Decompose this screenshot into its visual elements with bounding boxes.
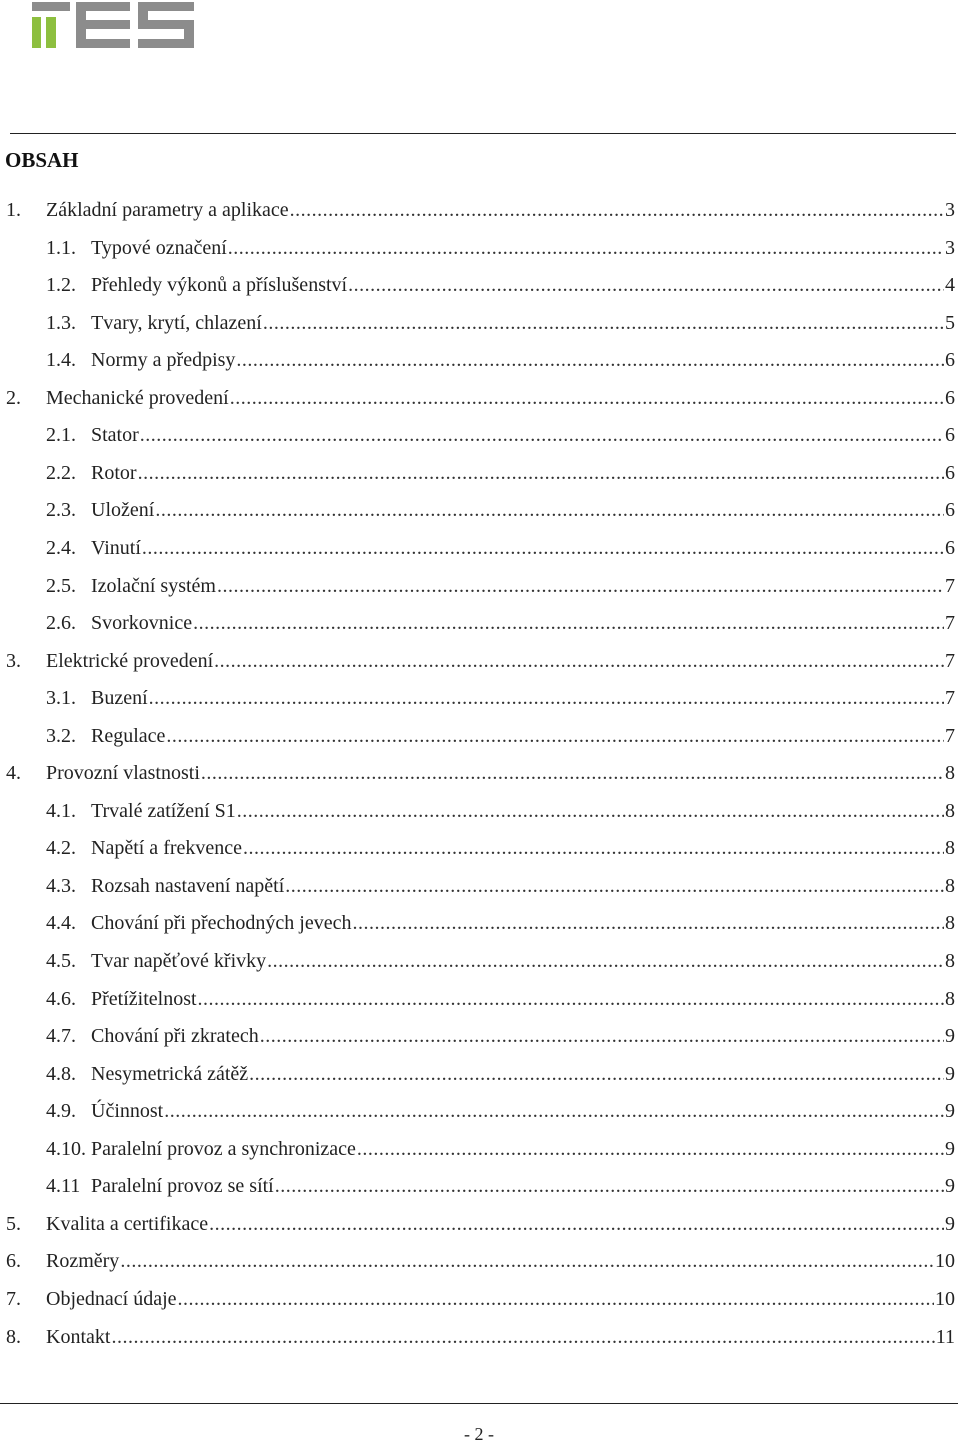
toc-entry-title: Normy a předpisy (91, 349, 236, 371)
toc-entry-page: 7 (945, 650, 955, 672)
toc-entry[interactable] (46, 1096, 955, 1126)
toc-dot-leader (285, 871, 944, 901)
toc-entry-number: 1.4. (46, 349, 76, 371)
toc-entry[interactable] (46, 1021, 955, 1051)
toc-entry[interactable] (46, 683, 955, 713)
toc-entry[interactable] (6, 758, 955, 788)
toc-dot-leader (357, 1134, 944, 1164)
toc-entry-page: 6 (945, 499, 955, 521)
toc-entry[interactable] (46, 833, 955, 863)
toc-entry-number: 7. (6, 1288, 21, 1310)
toc-entry-page: 6 (945, 387, 955, 409)
toc-dot-leader (263, 308, 944, 338)
toc-dot-leader (120, 1246, 934, 1276)
toc-entry-page: 6 (945, 537, 955, 559)
toc-entry-number: 2.1. (46, 424, 76, 446)
toc-entry-page: 10 (935, 1250, 955, 1272)
toc-entry-title: Izolační systém (91, 575, 216, 597)
toc-entry-page: 5 (945, 312, 955, 334)
toc-entry[interactable] (46, 420, 955, 450)
toc-entry[interactable] (6, 195, 955, 225)
toc-title: OBSAH (5, 148, 79, 172)
toc-dot-leader (111, 1322, 934, 1352)
toc-dot-leader (217, 571, 944, 601)
toc-dot-leader (198, 984, 944, 1014)
toc-entry[interactable] (46, 946, 955, 976)
toc-entry[interactable] (6, 646, 955, 676)
toc-entry-number: 1.1. (46, 237, 76, 259)
toc-entry-title: Rozsah nastavení napětí (91, 875, 285, 897)
toc-dot-leader (243, 833, 944, 863)
toc-entry-number: 4.5. (46, 950, 76, 972)
toc-entry[interactable] (46, 1134, 955, 1164)
toc-dot-leader (155, 495, 944, 525)
toc-entry-page: 9 (945, 1138, 955, 1160)
toc-entry-number: 4.8. (46, 1063, 76, 1085)
toc-dot-leader (290, 195, 944, 225)
toc-entry-number: 4.6. (46, 988, 76, 1010)
toc-dot-leader (201, 758, 944, 788)
toc-entry-page: 8 (945, 875, 955, 897)
toc-dot-leader (140, 420, 944, 450)
toc-entry-title: Účinnost (91, 1100, 164, 1122)
toc-entry[interactable] (46, 270, 955, 300)
toc-entry[interactable] (46, 308, 955, 338)
toc-entry-title: Kvalita a certifikace (46, 1213, 209, 1235)
toc-entry-page: 8 (945, 988, 955, 1010)
toc-dot-leader (249, 1059, 944, 1089)
toc-entry-page: 3 (945, 237, 955, 259)
toc-entry-title: Nesymetrická zátěž (91, 1063, 249, 1085)
toc-dot-leader (166, 721, 944, 751)
toc-entry[interactable] (46, 345, 955, 375)
toc-entry[interactable] (6, 383, 955, 413)
toc-entry[interactable] (46, 233, 955, 263)
toc-entry-page: 8 (945, 912, 955, 934)
toc-dot-leader (214, 646, 944, 676)
toc-dot-leader (209, 1209, 944, 1239)
toc-entry-page: 3 (945, 199, 955, 221)
toc-entry-title: Kontakt (46, 1326, 111, 1348)
toc-entry-page: 9 (945, 1063, 955, 1085)
toc-entry-title: Regulace (91, 725, 166, 747)
toc-entry-page: 8 (945, 950, 955, 972)
toc-entry[interactable] (6, 1209, 955, 1239)
toc-entry-page: 6 (945, 349, 955, 371)
toc-dot-leader (236, 345, 944, 375)
toc-entry-title: Trvalé zatížení S1 (91, 800, 236, 822)
toc-entry[interactable] (46, 871, 955, 901)
toc-dot-leader (275, 1171, 944, 1201)
toc-entry-page: 7 (945, 687, 955, 709)
toc-entry-number: 3.1. (46, 687, 76, 709)
toc-dot-leader (230, 383, 944, 413)
toc-dot-leader (193, 608, 944, 638)
toc-dot-leader (352, 908, 944, 938)
toc-entry[interactable] (46, 721, 955, 751)
toc-dot-leader (228, 233, 944, 263)
toc-entry[interactable] (46, 1059, 955, 1089)
toc-dot-leader (178, 1284, 935, 1314)
toc-entry-title: Přetížitelnost (91, 988, 197, 1010)
toc-entry-title: Provozní vlastnosti (46, 762, 200, 784)
toc-entry-page: 6 (945, 462, 955, 484)
toc-entry-title: Tvar napěťové křivky (91, 950, 267, 972)
toc-dot-leader (138, 458, 944, 488)
toc-entry-title: Buzení (91, 687, 148, 709)
toc-entry-number: 1. (6, 199, 21, 221)
toc-entry-number: 2.2. (46, 462, 76, 484)
toc-entry-title: Uložení (91, 499, 155, 521)
toc-entry-number: 4.2. (46, 837, 76, 859)
toc-entry-page: 9 (945, 1175, 955, 1197)
toc-entry-title: Napětí a frekvence (91, 837, 243, 859)
toc-entry-title: Vinutí (91, 537, 141, 559)
toc-entry-number: 4.7. (46, 1025, 76, 1047)
toc-entry-title: Mechanické provedení (46, 387, 229, 409)
toc-entry-page: 11 (935, 1326, 955, 1348)
toc-entry-number: 4.9. (46, 1100, 76, 1122)
toc-entry-number: 6. (6, 1250, 21, 1272)
toc-entry[interactable] (46, 908, 955, 938)
toc-entry-number: 2.4. (46, 537, 76, 559)
toc-entry-title: Rotor (91, 462, 137, 484)
toc-entry-page: 4 (945, 274, 955, 296)
toc-entry-page: 9 (945, 1025, 955, 1047)
toc-dot-leader (149, 683, 944, 713)
toc-entry-title: Chování při zkratech (91, 1025, 259, 1047)
toc-entry-title: Svorkovnice (91, 612, 193, 634)
toc-dot-leader (237, 796, 944, 826)
toc-entry-number: 4.3. (46, 875, 76, 897)
toc-entry-page: 8 (945, 837, 955, 859)
toc-entry[interactable] (46, 571, 955, 601)
toc-entry-number: 3.2. (46, 725, 76, 747)
toc-entry-title: Chování při přechodných jevech (91, 912, 352, 934)
toc-entry[interactable] (46, 495, 955, 525)
header-divider (10, 133, 956, 134)
toc-entry[interactable] (6, 1322, 955, 1352)
toc-entry-number: 4.11 (46, 1175, 81, 1197)
toc-entry-title: Paralelní provoz a synchronizace (91, 1138, 356, 1160)
toc-entry-page: 8 (945, 762, 955, 784)
toc-entry[interactable] (46, 796, 955, 826)
page-number: - 2 - (464, 1424, 494, 1444)
toc-entry-number: 2.5. (46, 575, 76, 597)
toc-entry-number: 1.3. (46, 312, 76, 334)
toc-entry[interactable] (6, 1246, 955, 1276)
toc-entry-page: 7 (945, 612, 955, 634)
toc-dot-leader (164, 1096, 944, 1126)
toc-entry[interactable] (46, 533, 955, 563)
toc-entry[interactable] (6, 1284, 955, 1314)
toc-entry-number: 2.6. (46, 612, 76, 634)
toc-entry-number: 4. (6, 762, 21, 784)
footer-divider (0, 1403, 958, 1404)
toc-entry-title: Typové označení (91, 237, 227, 259)
toc-dot-leader (348, 270, 944, 300)
toc-entry-page: 7 (945, 575, 955, 597)
toc-entry-number: 3. (6, 650, 21, 672)
toc-entry[interactable] (46, 608, 955, 638)
toc-entry-number: 4.4. (46, 912, 76, 934)
toc-entry-title: Objednací údaje (46, 1288, 177, 1310)
toc-entry-title: Tvary, krytí, chlazení (91, 312, 262, 334)
toc-entry-page: 10 (935, 1288, 955, 1310)
toc-entry-number: 1.2. (46, 274, 76, 296)
toc-entry-number: 8. (6, 1326, 21, 1348)
toc-entry-title: Základní parametry a aplikace (46, 199, 289, 221)
toc-entry-page: 9 (945, 1100, 955, 1122)
toc-entry-number: 4.10. (46, 1138, 86, 1160)
company-logo (32, 2, 194, 48)
toc-entry-title: Paralelní provoz se sítí (91, 1175, 274, 1197)
toc-entry-title: Rozměry (46, 1250, 120, 1272)
toc-entry-title: Přehledy výkonů a příslušenství (91, 274, 348, 296)
toc-entry-number: 2.3. (46, 499, 76, 521)
toc-entry-number: 4.1. (46, 800, 76, 822)
toc-entry[interactable] (46, 1171, 955, 1201)
toc-entry-title: Stator (91, 424, 139, 446)
toc-entry[interactable] (46, 458, 955, 488)
toc-dot-leader (267, 946, 944, 976)
toc-entry-title: Elektrické provedení (46, 650, 214, 672)
toc-entry-page: 7 (945, 725, 955, 747)
toc-entry-page: 8 (945, 800, 955, 822)
toc-entry-number: 2. (6, 387, 21, 409)
toc-entry-number: 5. (6, 1213, 21, 1235)
toc-dot-leader (260, 1021, 944, 1051)
toc-dot-leader (142, 533, 944, 563)
toc-entry-page: 9 (945, 1213, 955, 1235)
toc-entry[interactable] (46, 984, 955, 1014)
toc-entry-page: 6 (945, 424, 955, 446)
